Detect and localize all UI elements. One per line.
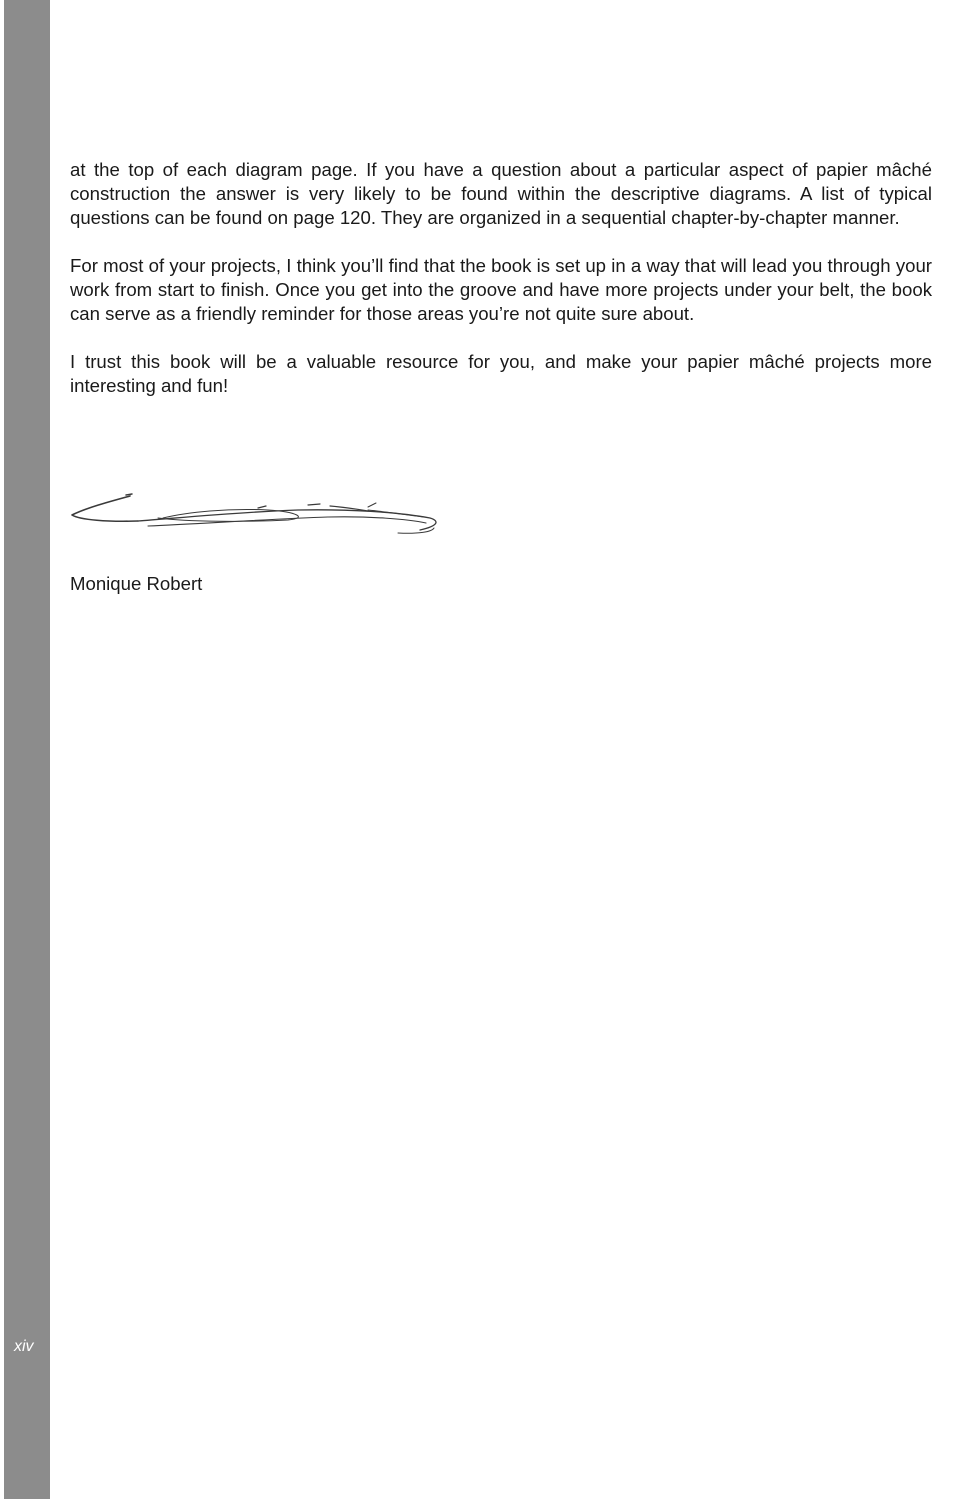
signer-name: Monique Robert — [70, 573, 203, 594]
handwritten-signature — [68, 488, 448, 548]
paragraph-3: I trust this book will be a valuable resource for you, and make your papier mâché projects more interesting and fun! — [70, 351, 932, 396]
body-text — [70, 158, 932, 422]
page-number: xiv — [14, 1338, 34, 1355]
page-side-band — [4, 0, 50, 1499]
paragraph-1: at the top of each diagram page. If you have a question about a particular aspect of papier mâché construction the answer is very likely to be found within the descriptive diagrams. A list of typical questions can be found on page 120. They are organized in a sequential chapter-by-chapter manner. — [70, 159, 932, 228]
paragraph-2: For most of your projects, I think you’ll find that the book is set up in a way that will lead you through your work from start to finish. Once you get into the groove and have more projects under your belt, the book can serve as a friendly reminder for those areas you’re not quite sure about. — [70, 255, 932, 324]
